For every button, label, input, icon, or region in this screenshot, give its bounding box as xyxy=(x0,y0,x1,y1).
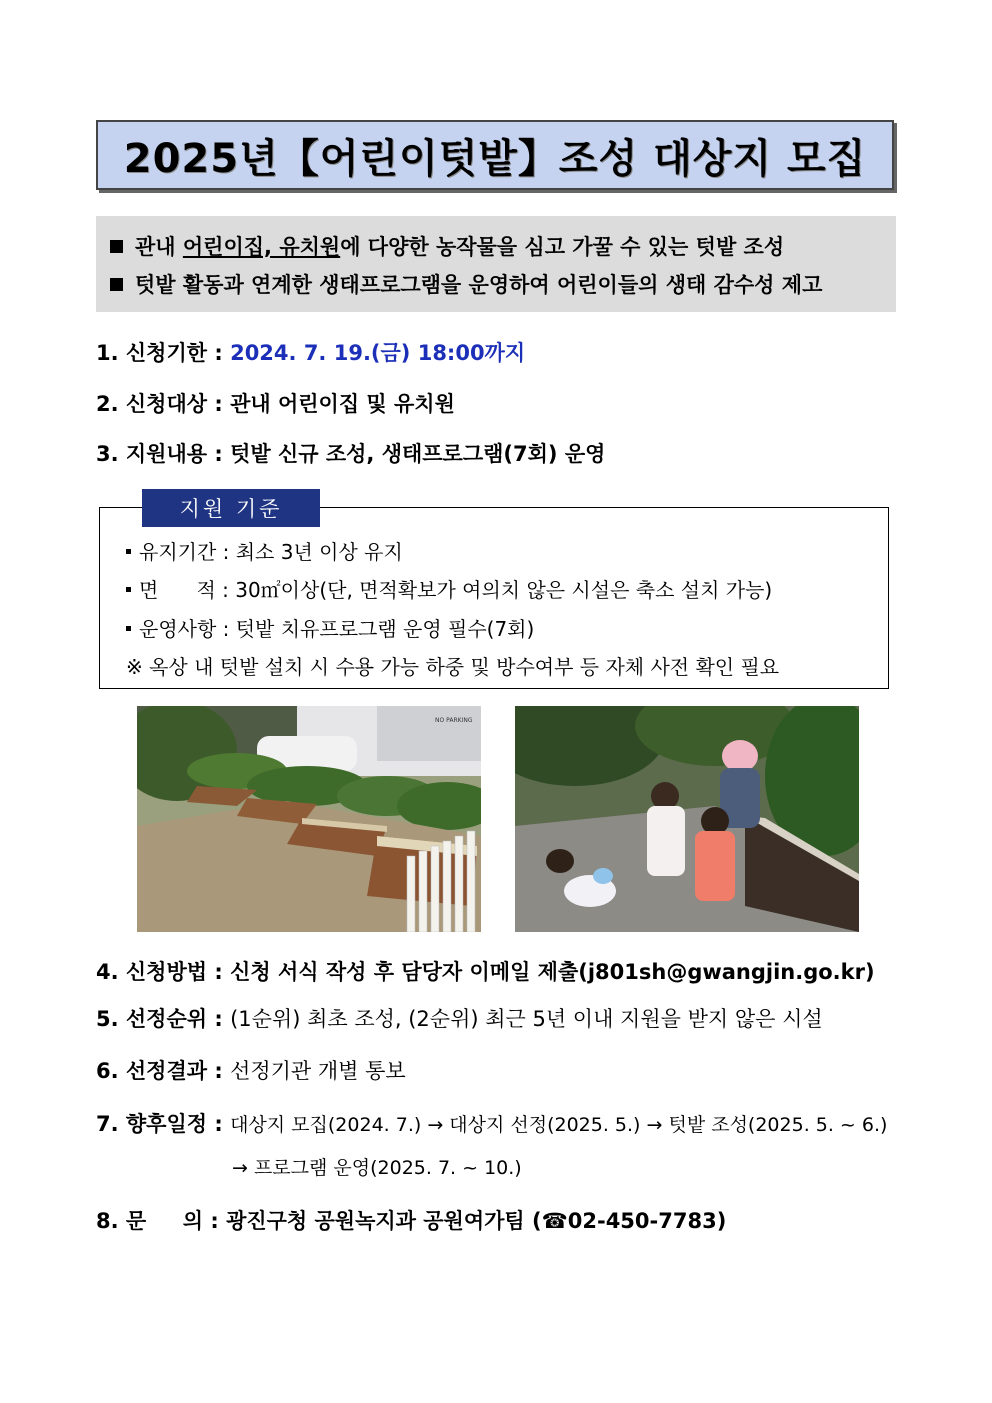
criteria-note: ※ 옥상 내 텃밭 설치 시 수용 가능 하중 및 방수여부 등 자체 사전 확인 필요 xyxy=(126,655,780,679)
dot-bullet-icon xyxy=(126,587,131,592)
criteria-line-2: 면 적 : 30㎡이상(단, 면적확보가 여의치 않은 시설은 축소 설치 가능) xyxy=(126,574,772,603)
item-contact: 8. 문 의 : 광진구청 공원녹지과 공원여가팀 (☎02-450-7783) xyxy=(96,1209,727,1233)
square-bullet-icon xyxy=(110,240,123,253)
title-banner xyxy=(96,120,894,190)
children-planting-image xyxy=(515,706,859,932)
item-method: 4. 신청방법 : 신청 서식 작성 후 담당자 이메일 제출(j801sh@gwangjin.go.kr) xyxy=(96,960,875,984)
item-result: 6. 선정결과 : 선정기관 개별 통보 xyxy=(96,1059,406,1083)
photo-garden-planters xyxy=(137,706,481,932)
square-bullet-icon xyxy=(110,278,123,291)
criteria-heading: 지원 기준 xyxy=(142,489,320,527)
garden-planters-image xyxy=(137,706,481,932)
summary-line-2: 텃밭 활동과 연계한 생태프로그램을 운영하여 어린이들의 생태 감수성 제고 xyxy=(110,266,896,304)
dot-bullet-icon xyxy=(126,626,131,631)
page-title: 2025년【어린이텃밭】조성 대상지 모집 xyxy=(123,135,867,182)
deadline-value: 2024. 7. 19.(금) 18:00까지 xyxy=(230,341,526,365)
item-deadline: 1. 신청기한 : 2024. 7. 19.(금) 18:00까지 xyxy=(96,341,526,365)
dot-bullet-icon xyxy=(126,549,131,554)
item-schedule: 7. 향후일정 : 대상지 모집(2024. 7.) → 대상지 선정(2025. 5.) → 텃밭 조성(2025. 5. ~ 6.) xyxy=(96,1112,888,1136)
criteria-line-3: 운영사항 : 텃밭 치유프로그램 운영 필수(7회) xyxy=(126,613,534,642)
criteria-line-1: 유지기간 : 최소 3년 이상 유지 xyxy=(126,536,403,565)
item-target: 2. 신청대상 : 관내 어린이집 및 유치원 xyxy=(96,392,455,416)
summary-line-1: 관내 어린이집, 유치원에 다양한 농작물을 심고 가꿀 수 있는 텃밭 조성 xyxy=(110,228,896,266)
item-support: 3. 지원내용 : 텃밭 신규 조성, 생태프로그램(7회) 운영 xyxy=(96,442,606,466)
item-schedule-cont: → 프로그램 운영(2025. 7. ~ 10.) xyxy=(232,1157,522,1179)
no-parking-sign: NO PARKING xyxy=(435,717,473,724)
photo-children-planting xyxy=(515,706,859,932)
summary-box xyxy=(96,216,896,312)
underlined-target: 어린이집, 유치원 xyxy=(182,235,341,259)
item-priority: 5. 선정순위 : (1순위) 최초 조성, (2순위) 최근 5년 이내 지원을 받지 않은 시설 xyxy=(96,1007,823,1031)
